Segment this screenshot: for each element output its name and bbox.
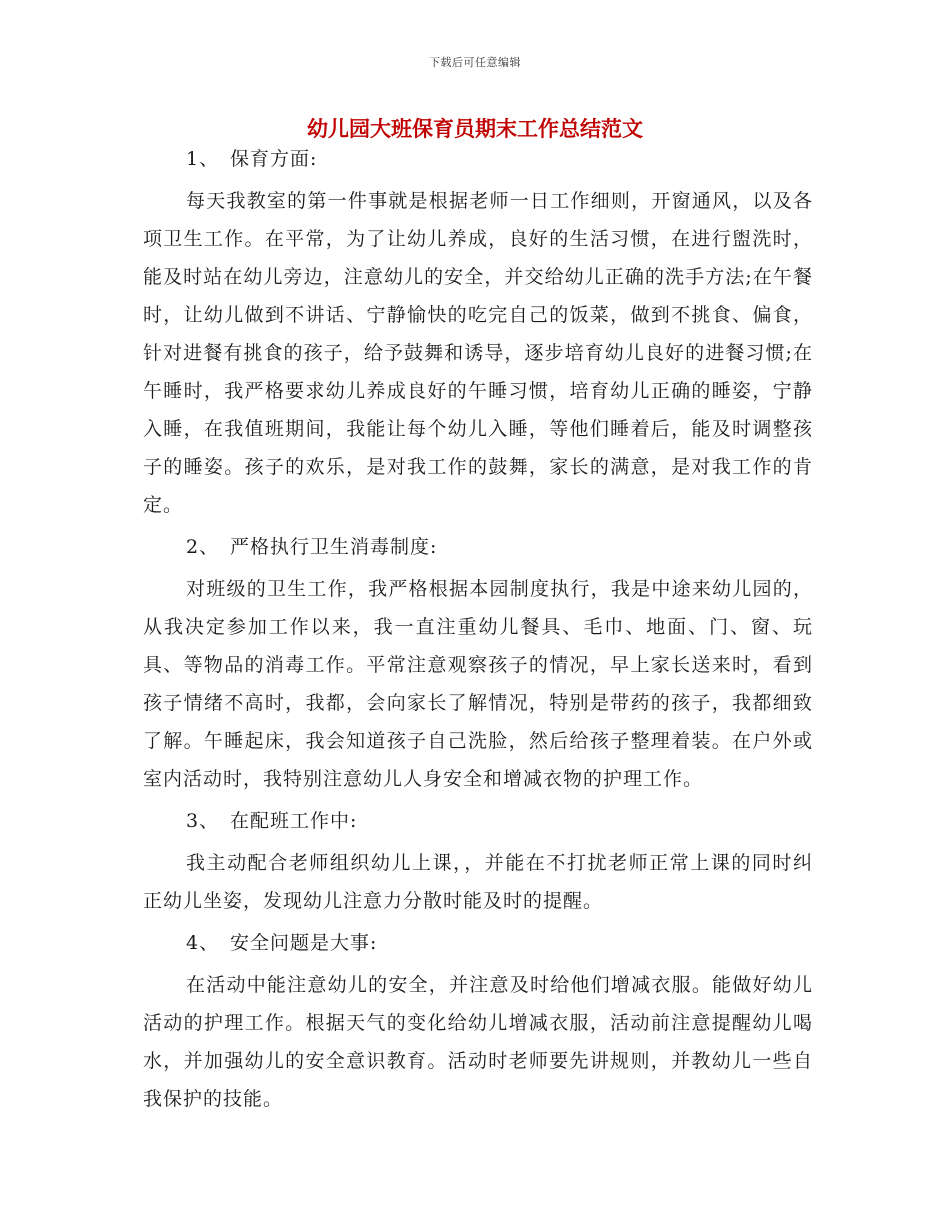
section-number: 1、 [186, 148, 220, 170]
section-paragraph: 在活动中能注意幼儿的安全，并注意及时给他们增减衣服。能做好幼儿活动的护理工作。根据天气的变化给幼儿增减衣服，活动前注意提醒幼儿喝水，并加强幼儿的安全意识教育。活动时老师要先讲规则，并教幼儿一些自我保护的技能。 [143, 974, 813, 1110]
section-paragraph: 每天我教室的第一件事就是根据老师一日工作细则，开窗通风，以及各项卫生工作。在平常，为了让幼儿养成，良好的生活习惯，在进行盥洗时，能及时站在幼儿旁边，注意幼儿的安全，并交给幼儿正确的洗手方法;在午餐时，让幼儿做到不讲话、宁静愉快的吃完自己的饭菜，做到不挑食、偏食，针对进餐有挑食的孩子，给予鼓舞和诱导，逐步培育幼儿良好的进餐习惯;在午睡时，我严格要求幼儿养成良好的午睡习惯，培育幼儿正确的睡姿，宁静入睡，在我值班期间，我能让每个幼儿入睡，等他们睡着后，能及时调整孩子的睡姿。孩子的欢乐，是对我工作的鼓舞，家长的满意，是对我工作的肯定。 [143, 190, 813, 516]
section-paragraph: 我主动配合老师组织幼儿上课，，并能在不打扰老师正常上课的同时纠正幼儿坐姿，发现幼儿注意力分散时能及时的提醒。 [143, 852, 813, 912]
section-number: 2、 [186, 536, 220, 558]
section-heading-text: 安全问题是大事: [230, 932, 378, 954]
section-heading [143, 528, 813, 566]
section-heading-text: 严格执行卫生消毒制度: [230, 536, 438, 558]
document-title: 幼儿园大班保育员期末工作总结范文 [307, 117, 643, 141]
header-note: 下载后可任意编辑 [429, 56, 521, 69]
section-number: 3、 [186, 810, 220, 832]
section-paragraph: 对班级的卫生工作，我严格根据本园制度执行，我是中途来幼儿园的，从我决定参加工作以来，我一直注重幼儿餐具、毛巾、地面、门、窗、玩具、等物品的消毒工作。平常注意观察孩子的情况，早上家长送来时，看到孩子情绪不高时，我都，会向家长了解情况，特别是带药的孩子，我都细致了解。午睡起床，我会知道孩子自己洗脸，然后给孩子整理着装。在户外或室内活动时，我特别注意幼儿人身安全和增减衣物的护理工作。 [143, 578, 813, 790]
section-heading [143, 140, 813, 178]
document-body [143, 140, 813, 1122]
section-heading-text: 在配班工作中: [230, 810, 358, 832]
section-number: 4、 [186, 932, 220, 954]
section-heading [143, 924, 813, 962]
section-heading [143, 802, 813, 840]
section-heading-text: 保育方面: [230, 148, 318, 170]
